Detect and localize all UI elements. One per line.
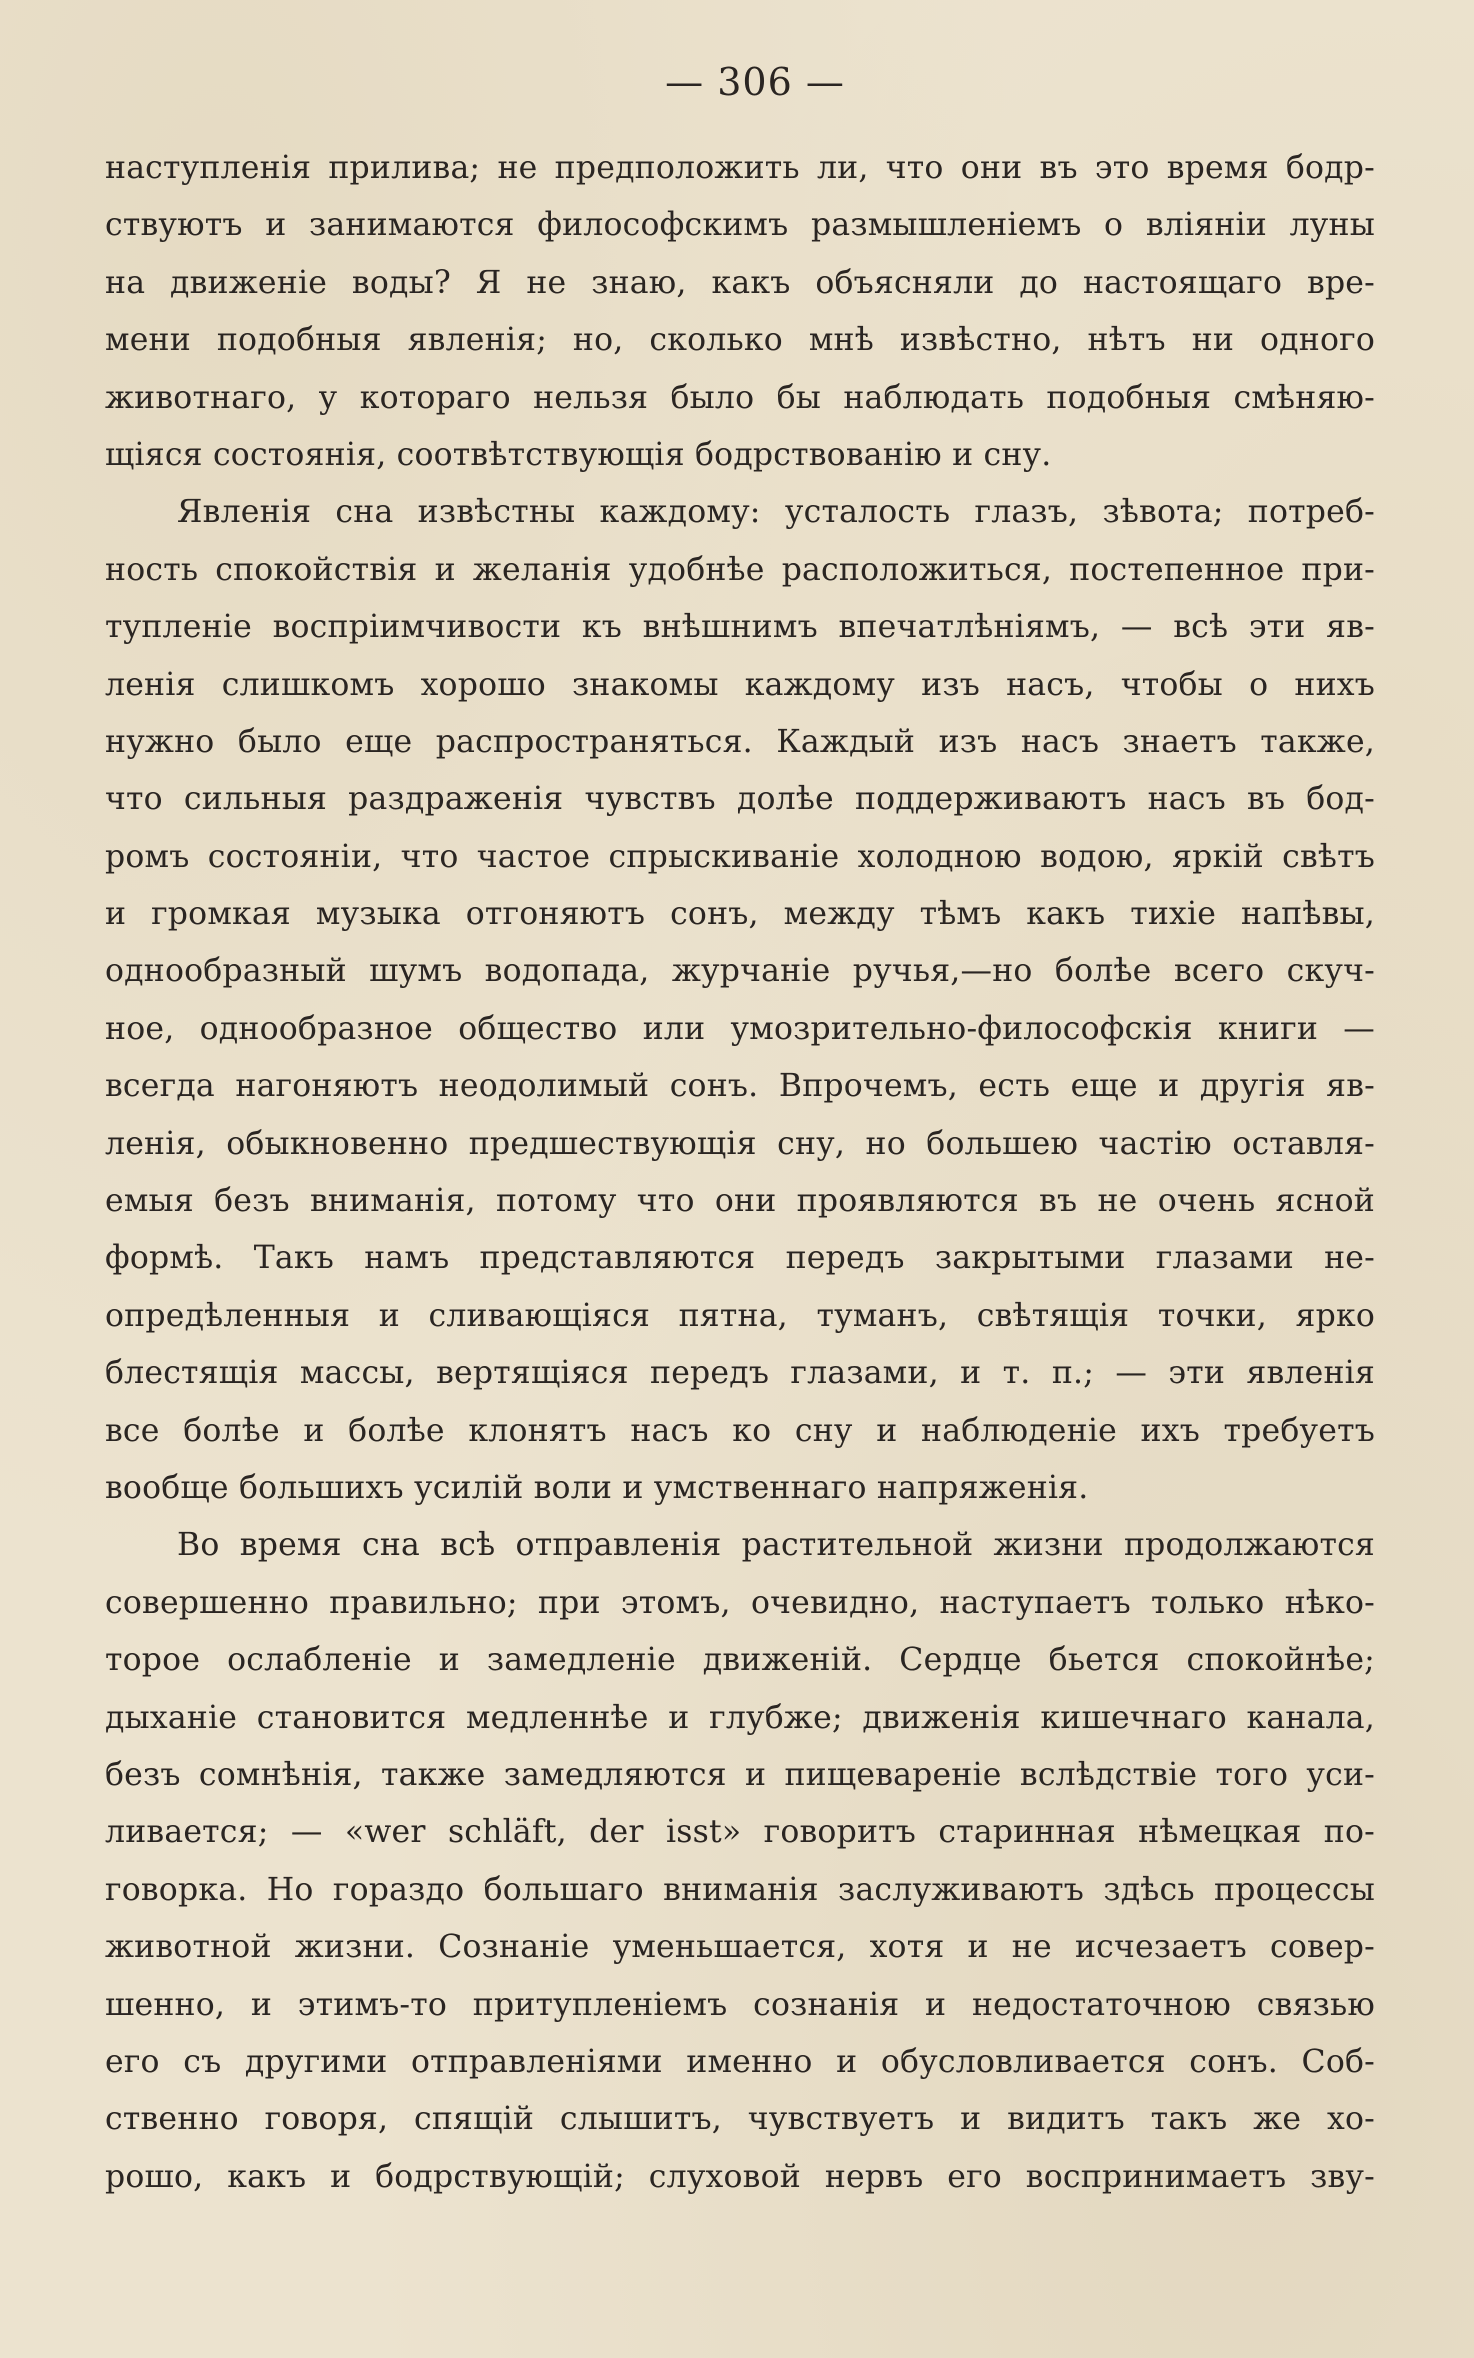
text-line: шенно, и этимъ-то притупленіемъ сознанія и недостаточною связью <box>105 1986 1375 2023</box>
body-text <box>105 140 1375 2206</box>
text-line: формѣ. Такъ намъ представляются передъ закрытыми глазами не- <box>105 1240 1375 1277</box>
text-line: ность спокойствія и желанія удобнѣе расположиться, постепенное при- <box>105 551 1375 588</box>
text-line: торое ослабленіе и замедленіе движеній. Сердце бьется спокойнѣе; <box>105 1642 1375 1679</box>
text-line: животной жизни. Сознаніе уменьшается, хотя и не исчезаетъ совер- <box>105 1929 1375 1966</box>
text-line: мени подобныя явленія; но, сколько мнѣ извѣстно, нѣтъ ни одного <box>105 322 1375 359</box>
text-line: его съ другими отправленіями именно и обусловливается сонъ. Соб- <box>105 2043 1375 2080</box>
book-page <box>105 52 1375 2206</box>
text-line: животнаго, у котораго нельзя было бы наблюдать подобныя смѣняю- <box>105 379 1375 416</box>
text-line: ствуютъ и занимаются философскимъ размышленіемъ о вліяніи луны <box>105 207 1375 244</box>
text-line: однообразный шумъ водопада, журчаніе ручья,—но болѣе всего скуч- <box>105 953 1375 990</box>
text-line: и громкая музыка отгоняютъ сонъ, между тѣмъ какъ тихіе напѣвы, <box>105 896 1375 933</box>
text-line: щіяся состоянія, соотвѣтствующія бодрствованію и сну. <box>105 436 1052 473</box>
text-line: тупленіе воспріимчивости къ внѣшнимъ впечатлѣніямъ, — всѣ эти яв- <box>105 609 1375 646</box>
text-line: ное, однообразное общество или умозрительно-философскія книги — <box>105 1010 1375 1047</box>
text-line: блестящія массы, вертящіяся передъ глазами, и т. п.; — эти явленія <box>105 1355 1375 1392</box>
text-line: говорка. Но гораздо большаго вниманія заслуживаютъ здѣсь процессы <box>105 1871 1375 1908</box>
text-line: нужно было еще распространяться. Каждый изъ насъ знаетъ также, <box>105 723 1375 760</box>
text-line: Во время сна всѣ отправленія растительной жизни продолжаются <box>177 1527 1375 1564</box>
text-line: ственно говоря, спящій слышитъ, чувствуетъ и видитъ такъ же хо- <box>105 2101 1375 2138</box>
text-line: на движеніе воды? Я не знаю, какъ объясняли до настоящаго вре- <box>105 264 1375 301</box>
text-line: опредѣленныя и сливающіяся пятна, туманъ, свѣтящія точки, ярко <box>105 1297 1375 1334</box>
text-line: ливается; — «wer schläft, der isst» говоритъ старинная нѣмецкая по- <box>105 1814 1375 1851</box>
text-line: все болѣе и болѣе клонятъ насъ ко сну и наблюденіе ихъ требуетъ <box>105 1412 1375 1449</box>
page-number: — 306 — <box>665 60 845 104</box>
text-line: рошо, какъ и бодрствующій; слуховой нервъ его воспринимаетъ зву- <box>105 2158 1375 2195</box>
text-line: что сильныя раздраженія чувствъ долѣе поддерживаютъ насъ въ бод- <box>105 781 1375 818</box>
text-line: безъ сомнѣнія, также замедляются и пищевареніе вслѣдствіе того уси- <box>105 1756 1375 1793</box>
text-line: емыя безъ вниманія, потому что они проявляются въ не очень ясной <box>105 1183 1375 1220</box>
text-line: наступленія прилива; не предположить ли, что они въ это время бодр- <box>105 150 1375 186</box>
text-line: ленія слишкомъ хорошо знакомы каждому изъ насъ, чтобы о нихъ <box>105 666 1375 703</box>
text-line: дыханіе становится медленнѣе и глубже; движенія кишечнаго канала, <box>105 1699 1375 1736</box>
text-line: Явленія сна извѣстны каждому: усталость глазъ, зѣвота; потреб- <box>177 494 1375 531</box>
text-line: вообще большихъ усилій воли и умственнаго напряженія. <box>105 1469 1089 1506</box>
text-line: ленія, обыкновенно предшествующія сну, но большею частію оставля- <box>105 1125 1375 1162</box>
text-line: совершенно правильно; при этомъ, очевидно, наступаетъ только нѣко- <box>105 1584 1375 1621</box>
text-line: ромъ состояніи, что частое спрыскиваніе холодною водою, яркій свѣтъ <box>105 838 1375 875</box>
text-line: всегда нагоняютъ неодолимый сонъ. Впрочемъ, есть еще и другія яв- <box>105 1068 1375 1105</box>
